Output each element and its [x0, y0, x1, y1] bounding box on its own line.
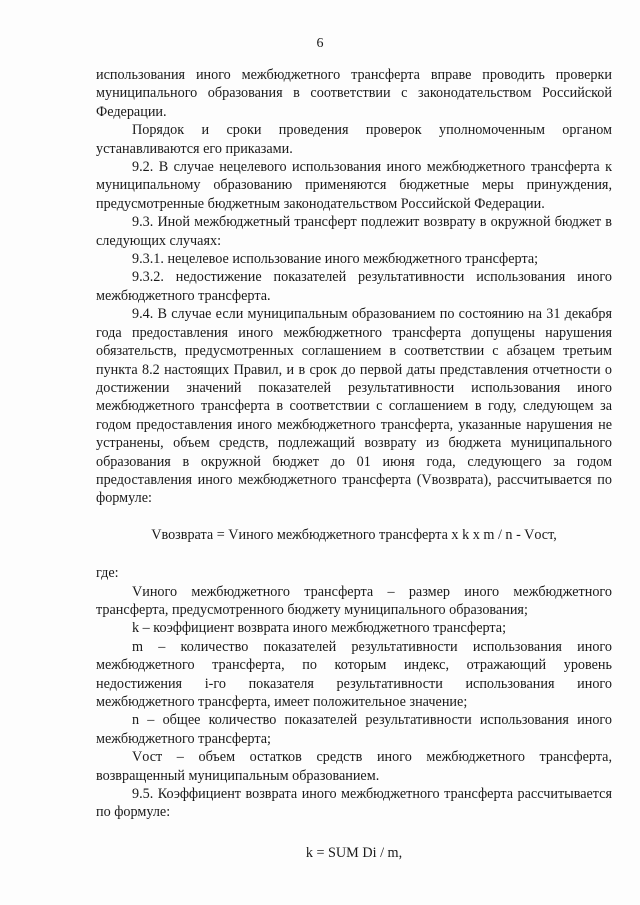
paragraph: 9.3.1. нецелевое использование иного межбюджетного трансферта;: [132, 251, 539, 268]
formula-return-amount: Vвозврата = Vиного межбюджетного трансферта x k x m / n - Vост,: [151, 526, 557, 543]
paragraph: Vиного межбюджетного трансферта – размер иного межбюджетного трансферта, предусмотренного бюджету муниципального образования;: [96, 583, 612, 618]
paragraph: n – общее количество показателей результативности использования иного межбюджетного трансферта;: [96, 712, 612, 747]
paragraphs-after-formula: [96, 564, 612, 822]
paragraph: m – количество показателей результативности использования иного межбюджетного трансферта, по которым индекс, отражающий уровень недостижения i-го показателя результативности использования иного межбюджетного трансферта, имеет положительное значение;: [96, 638, 612, 710]
formula-return-coefficient: k = SUM Di / m,: [305, 844, 403, 861]
paragraph: 9.4. В случае если муниципальным образованием по состоянию на 31 декабря года предоставления иного межбюджетного трансферта допущены нарушения обязательств, предусмотренных соглашением в соответствии с абзацем третьим пункта 8.2 настоящих Правил, и в срок до первой даты представления отчетности о достижении значений показателей результативности использования иного межбюджетного трансферта в соответствии с соглашением в году, следующем за годом предоставления иного межбюджетного трансферта, указанные нарушения не устранены, объем средств, подлежащий возврату из бюджета муниципального образования в окружной бюджет до 01 июня года, следующего за годом предоставления иного межбюджетного трансферта (Vвозврата), рассчитывается по формуле:: [96, 306, 612, 507]
paragraph: 9.3.2. недостижение показателей результативности использования иного межбюджетного трансферта.: [96, 269, 612, 304]
paragraph: использования иного межбюджетного трансферта вправе проводить проверки муниципального образования в соответствии с законодательством Российской Федерации.: [96, 67, 612, 120]
page-number: 6: [316, 36, 324, 51]
paragraph: 9.5. Коэффициент возврата иного межбюджетного трансферта рассчитывается по формуле:: [96, 786, 612, 821]
body-text: [96, 66, 612, 862]
paragraph: 9.3. Иной межбюджетный трансферт подлежит возврату в окружной бюджет в следующих случаях:: [96, 214, 612, 249]
paragraph: Порядок и сроки проведения проверок уполномоченным органом устанавливаются его приказами.: [96, 122, 612, 157]
paragraph: Vост – объем остатков средств иного межбюджетного трансферта, возвращенный муниципальным образованием.: [96, 749, 612, 784]
paragraphs-before-formula: [96, 66, 612, 508]
paragraph: где:: [96, 565, 119, 582]
paragraph: k – коэффициент возврата иного межбюджетного трансферта;: [132, 620, 507, 637]
paragraph: 9.2. В случае нецелевого использования иного межбюджетного трансферта к муниципальному образованию применяются бюджетные меры принуждения, предусмотренные бюджетным законодательством Российской Федерации.: [96, 159, 612, 212]
